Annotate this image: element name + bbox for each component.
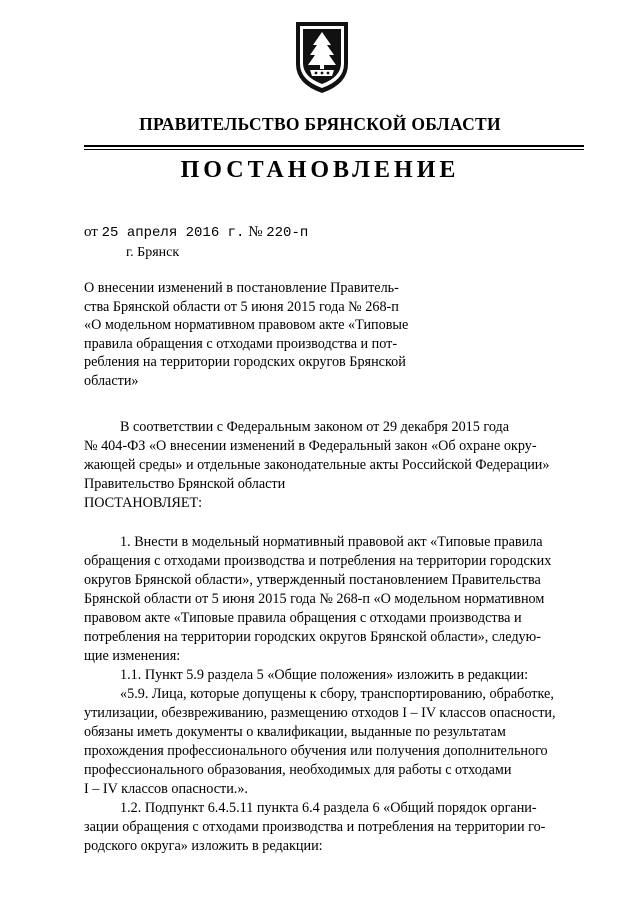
date-prefix: от bbox=[84, 224, 98, 240]
item-1-2-line: зации обращения с отходами производства и потребления на территории го- bbox=[84, 819, 546, 835]
item-1-2-line: родского округа» изложить в редакции: bbox=[84, 838, 323, 854]
subject-line: «О модельном нормативном правовом акте «Типовые bbox=[84, 317, 409, 333]
item-1-line: щие изменения: bbox=[84, 648, 181, 664]
resolves-line: ПОСТАНОВЛЯЕТ: bbox=[84, 495, 203, 511]
header-divider bbox=[84, 145, 584, 147]
clause-5-9-line: утилизации, обезвреживанию, размещению отходов I – IV классов опасности, bbox=[84, 705, 556, 721]
number-prefix: № bbox=[248, 224, 263, 240]
preamble-line: жающей среды» и отдельные законодательные акты Российской Федерации» bbox=[84, 457, 550, 473]
header-divider-thin bbox=[84, 149, 584, 150]
city: г. Брянск bbox=[126, 245, 180, 260]
item-1-line: правовом акте «Типовые правила обращения с отходами производства и bbox=[84, 610, 522, 626]
subject-line: правила обращения с отходами производства и пот- bbox=[84, 335, 398, 352]
item-1-line: округов Брянской области», утвержденный постановлением Правительства bbox=[84, 572, 541, 588]
clause-5-9-line: «5.9. Лица, которые допущены к сбору, транспортированию, обработке, bbox=[120, 686, 554, 702]
item-1-line: 1. Внести в модельный нормативный правовой акт «Типовые правила bbox=[120, 534, 543, 550]
item-1-line: потребления на территории городских округов Брянской области», следую- bbox=[84, 629, 541, 645]
subject-line: ребления на территории городских округов Брянской bbox=[84, 354, 406, 370]
document-date: 25 апреля 2016 г. bbox=[101, 225, 245, 241]
preamble-line: Правительство Брянской области bbox=[84, 476, 286, 492]
document-subject bbox=[84, 279, 408, 390]
document-number: 220-п bbox=[266, 225, 309, 241]
item-1-2-line: 1.2. Подпункт 6.4.5.11 пункта 6.4 раздела 6 «Общий порядок органи- bbox=[120, 800, 537, 816]
government-title: ПРАВИТЕЛЬСТВО БРЯНСКОЙ ОБЛАСТИ bbox=[139, 114, 501, 134]
item-1-line: обращения с отходами производства и потребления на территории городских bbox=[84, 553, 552, 569]
subject-line: области» bbox=[84, 372, 139, 389]
clause-5-9-line: I – IV классов опасности.». bbox=[84, 781, 248, 797]
date-number-line bbox=[84, 224, 308, 241]
clause-5-9-line: прохождения профессионального обучения или получения дополнительного bbox=[84, 743, 548, 759]
preamble-line: № 404-ФЗ «О внесении изменений в Федеральный закон «Об охране окру- bbox=[84, 438, 537, 454]
coat-of-arms-icon bbox=[292, 18, 352, 96]
item-1-line: Брянской области от 5 июня 2015 года № 268-п «О модельном нормативном bbox=[84, 591, 545, 607]
clause-5-9-line: обязаны иметь документы о квалификации, выданные по результатам bbox=[84, 724, 506, 740]
item-1-1: 1.1. Пункт 5.9 раздела 5 «Общие положения» изложить в редакции: bbox=[120, 667, 529, 683]
clause-5-9-line: профессионального образования, необходимых для работы с отходами bbox=[84, 762, 512, 778]
preamble-line: В соответствии с Федеральным законом от 29 декабря 2015 года bbox=[120, 419, 510, 435]
subject-line: О внесении изменений в постановление Правитель- bbox=[84, 280, 399, 296]
document-type: ПОСТАНОВЛЕНИЕ bbox=[180, 157, 460, 183]
document-body bbox=[84, 418, 584, 856]
subject-line: ства Брянской области от 5 июня 2015 года № 268-п bbox=[84, 298, 399, 315]
